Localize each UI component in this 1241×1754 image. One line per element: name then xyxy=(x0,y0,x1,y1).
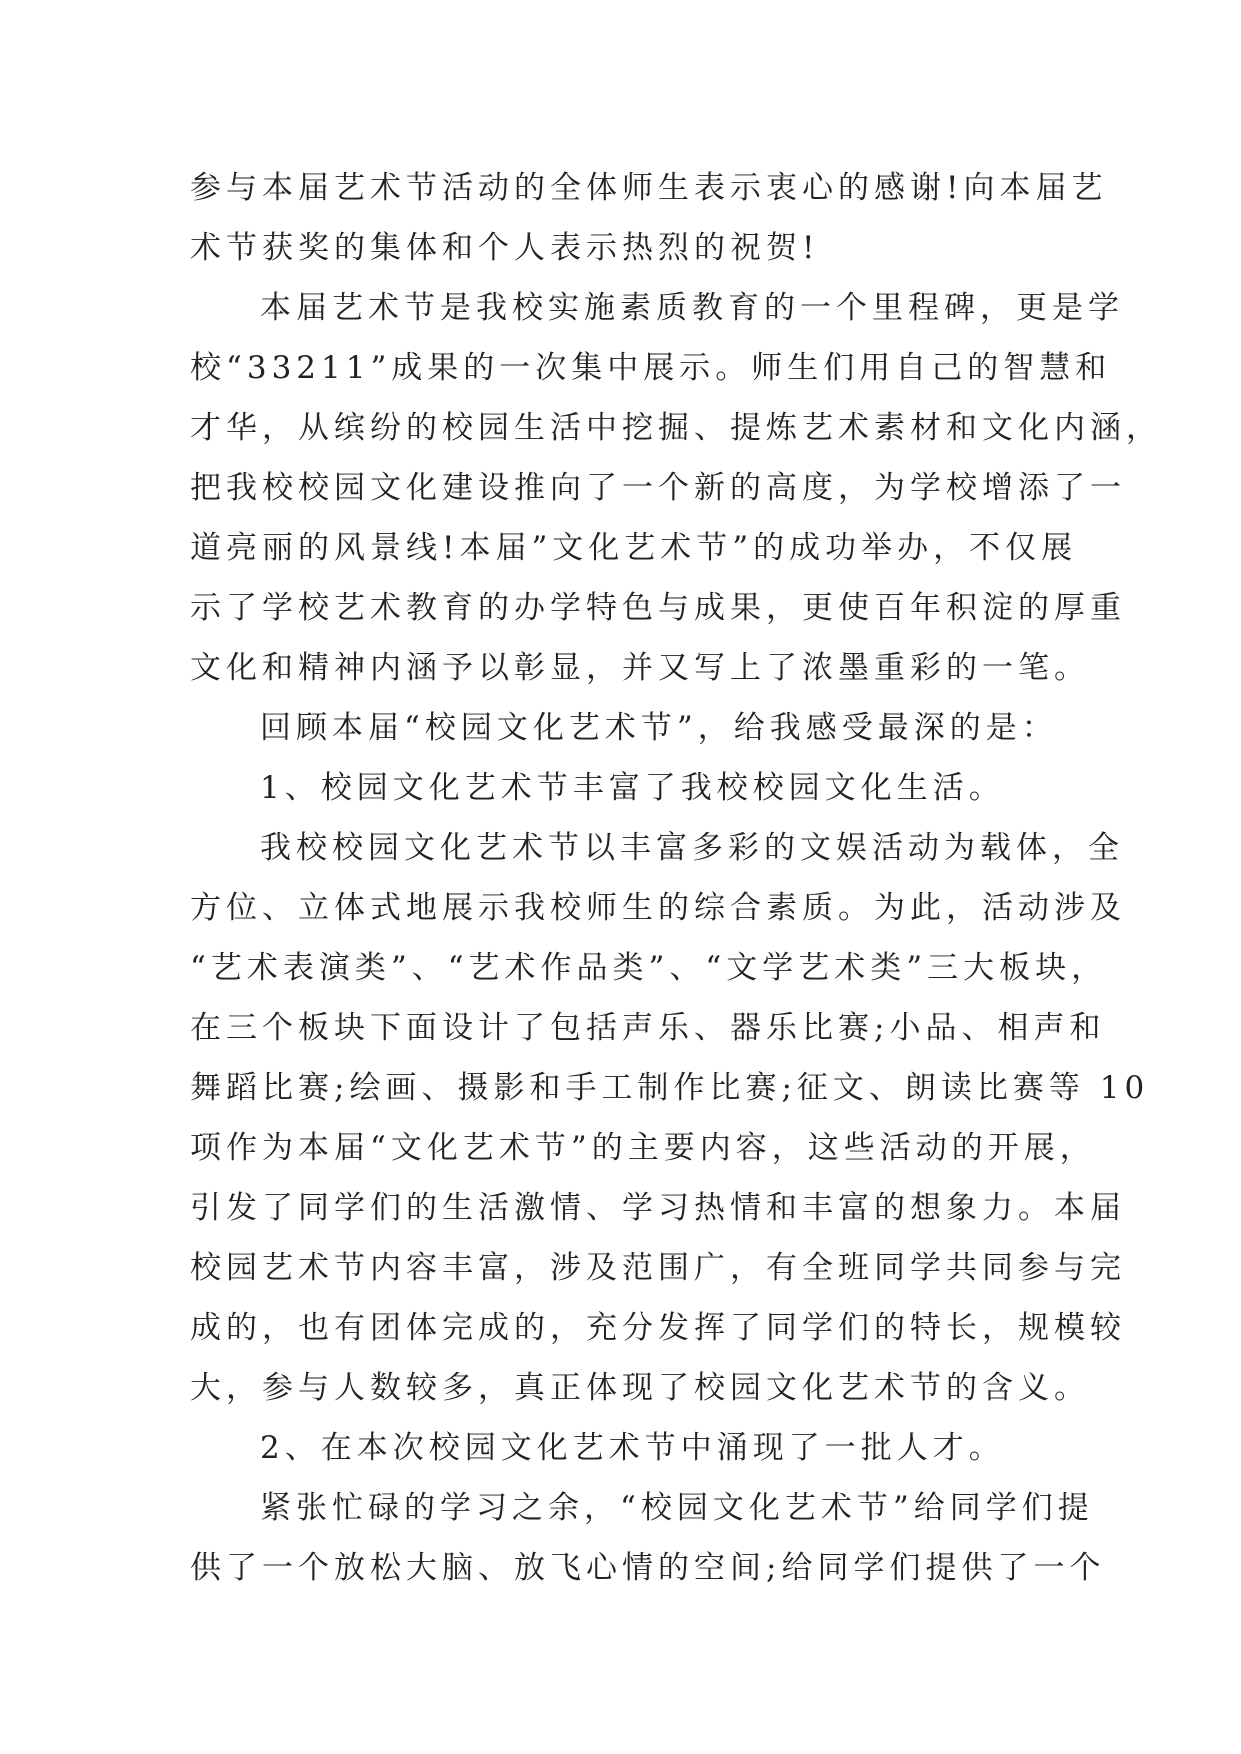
text-line: 舞蹈比赛;绘画、摄影和手工制作比赛;征文、朗读比赛等 10 xyxy=(190,1070,1150,1106)
text-line: 供了一个放松大脑、放飞心情的空间;给同学们提供了一个 xyxy=(190,1550,1106,1586)
text-line: 项作为本届“文化艺术节”的主要内容，这些活动的开展， xyxy=(190,1130,1096,1166)
text-line: 把我校校园文化建设推向了一个新的高度，为学校增添了一 xyxy=(190,470,1126,506)
text-line: “艺术表演类”、“艺术作品类”、“文学艺术类”三大板块， xyxy=(190,950,1108,986)
text-line: 术节获奖的集体和个人表示热烈的祝贺! xyxy=(190,230,820,266)
section-heading: 1、校园文化艺术节丰富了我校校园文化生活。 xyxy=(260,770,1005,806)
body-text xyxy=(190,158,1162,1598)
text-line: 回顾本届“校园文化艺术节”，给我感受最深的是： xyxy=(260,710,1058,746)
text-line: 才华，从缤纷的校园生活中挖掘、提炼艺术素材和文化内涵， xyxy=(190,410,1162,446)
text-line: 大，参与人数较多，真正体现了校园文化艺术节的含义。 xyxy=(190,1370,1090,1406)
text-line: 我校校园文化艺术节以丰富多彩的文娱活动为载体，全 xyxy=(260,830,1124,866)
text-line: 校“33211”成果的一次集中展示。师生们用自己的智慧和 xyxy=(190,350,1112,386)
text-line: 方位、立体式地展示我校师生的综合素质。为此，活动涉及 xyxy=(190,890,1126,926)
text-line: 成的，也有团体完成的，充分发挥了同学们的特长，规模较 xyxy=(190,1310,1126,1346)
section-heading: 2、在本次校园文化艺术节中涌现了一批人才。 xyxy=(260,1430,1005,1466)
text-line: 在三个板块下面设计了包括声乐、器乐比赛;小品、相声和 xyxy=(190,1010,1106,1046)
text-line: 参与本届艺术节活动的全体师生表示衷心的感谢!向本届艺 xyxy=(190,170,1108,206)
text-line: 校园艺术节内容丰富，涉及范围广，有全班同学共同参与完 xyxy=(190,1250,1126,1286)
text-line: 引发了同学们的生活激情、学习热情和丰富的想象力。本届 xyxy=(190,1190,1126,1226)
text-line: 本届艺术节是我校实施素质教育的一个里程碑，更是学 xyxy=(260,290,1124,326)
text-line: 示了学校艺术教育的办学特色与成果，更使百年积淀的厚重 xyxy=(190,590,1126,626)
text-line: 紧张忙碌的学习之余，“校园文化艺术节”给同学们提 xyxy=(260,1490,1094,1526)
text-line: 文化和精神内涵予以彰显，并又写上了浓墨重彩的一笔。 xyxy=(190,650,1090,686)
text-line: 道亮丽的风景线!本届”文化艺术节”的成功举办，不仅展 xyxy=(190,530,1078,566)
